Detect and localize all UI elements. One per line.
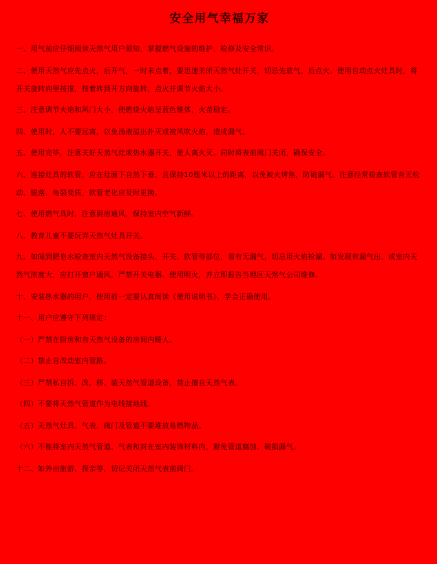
paragraph-6: 六、连接灶具的软管，应在灶面下自然下垂，且保持10厘米以上的距离，以免被火烤焦，防破漏气。注意经常检查软管有无松动、脱落、龟裂变质，软管老化应及时更换。 — [16, 170, 420, 197]
rule-item-2: （二）禁止自改动室内管路。 — [16, 357, 111, 365]
paragraph-8: 八、教育儿童不要玩弄天然气灶具开关。 — [16, 231, 148, 240]
rule-item-1: （一）严禁在厨房和有天然气设备的房间内睡人。 — [16, 335, 177, 344]
rule-item-6: （六）不能将室内天然气管道、气表和封在室内装饰材料内，避免管道腐蚀、破损漏气。 — [16, 443, 301, 451]
paragraph-3: 三、注意调节火焰和风门大小，使燃烧火焰呈蓝色锥体，火苗稳定。 — [16, 106, 235, 114]
rule-item-3: （三）严禁私自拆、改、移、装天然气管道设备，禁止擅自天然气表。 — [16, 378, 243, 387]
paragraph-5: 五、使用完毕，注意关好天然气灶或热水器开关，使人离火灭。同时将表前阀门关闭，确保安全。 — [16, 149, 330, 157]
rule-item-4: （四）不要将天然气管道作为电线接地线。 — [16, 400, 155, 408]
paragraph-4: 四、使用时，人不要远离，以免汤液溢出扑灭或被风吹火焰，造成漏气。 — [16, 127, 250, 136]
paragraph-10: 十、安装热水器的用户，使用前一定要认真阅读《使用说明书》，学会正确使用。 — [16, 292, 276, 301]
paragraph-11: 十一、用户应遵守下列规定： — [16, 314, 111, 322]
paragraph-12: 十二、如外出旅游、探亲等，切记关闭天然气表前阀门。 — [16, 464, 199, 473]
document-title: 安全用气幸福万家 — [169, 11, 270, 25]
paragraph-9: 九、如闻到肥皂水检查室内天然气设备接头、开关、软管等部位，看有无漏气，切忌用火焰检漏。如发现有漏气出，或室内天然气浓度大，应打开窗户通风，严禁开关电器、使用明火，并立即报告当地区天然气公司维修。 — [16, 253, 418, 279]
paragraph-7: 七、使用燃气具时，注意厨房通风，保持室内空气新鲜。 — [16, 210, 199, 218]
paragraph-2: 二、使用天然气应先点火，后开气，一时未点着，要迅速关闭天然气灶开关，切忌先放气，后点火。使用自动点火灶具时，将开关旋转向里按推，按着转到开方向旋转，点火并调节火焰大小。 — [16, 66, 418, 93]
paragraph-1: 一、用气前应仔细阅读天然气用户须知，掌握燃气设施的维护、检修及安全常识。 — [16, 45, 279, 53]
rule-item-5: （五）天然气灶具、气表、阀门及管道不要堆放易燃物品。 — [16, 421, 206, 430]
